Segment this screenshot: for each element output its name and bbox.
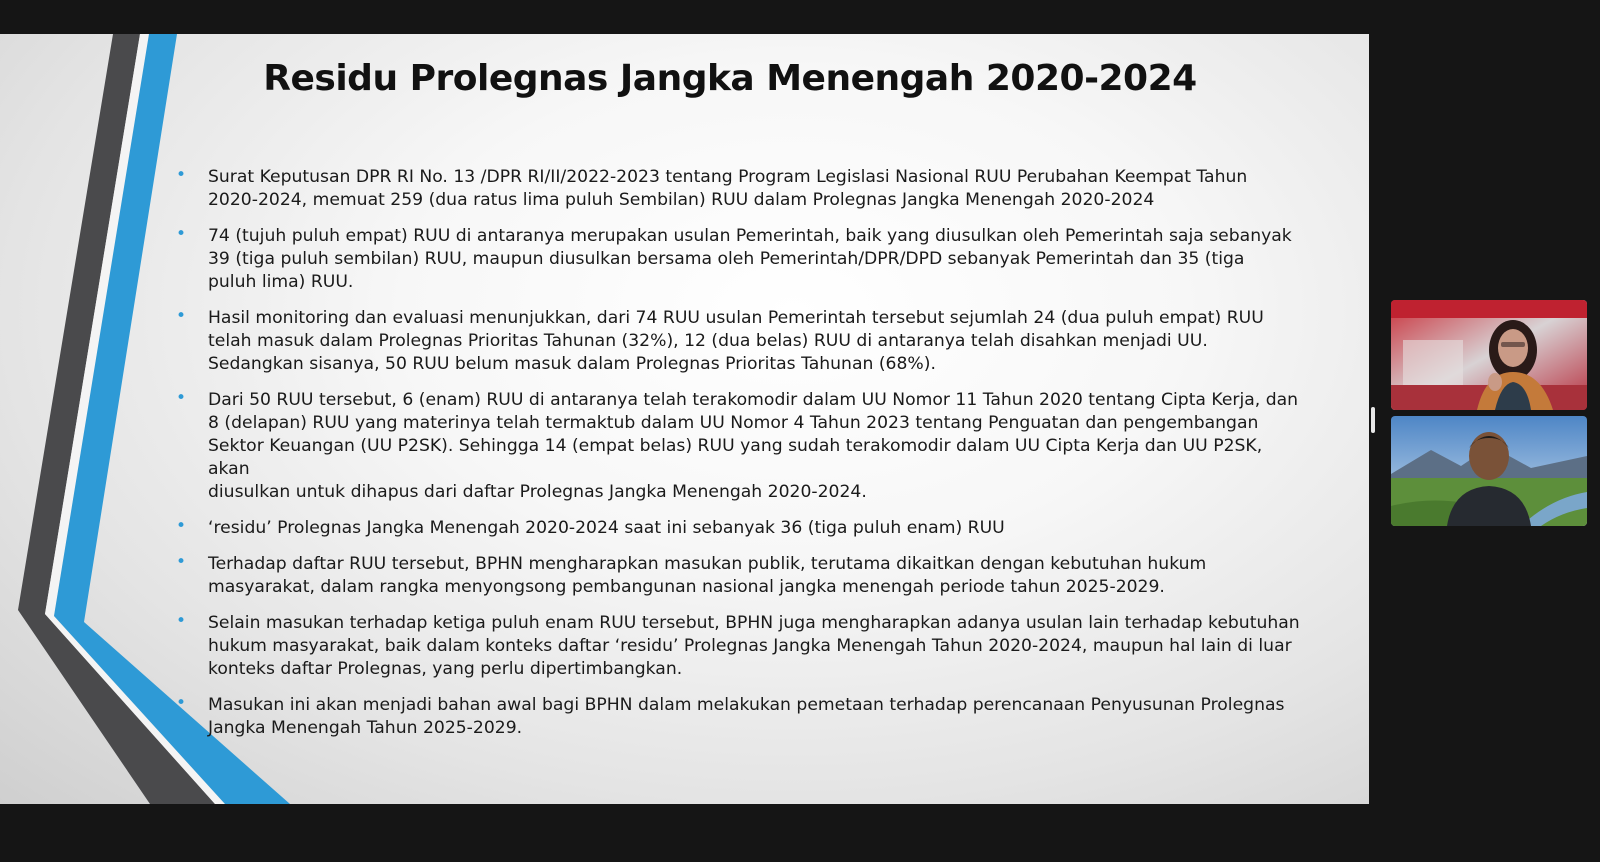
bullet-line: konteks daftar Prolegnas, yang perlu dipertimbangkan. bbox=[208, 659, 683, 679]
bullet-line: 2020-2024, memuat 259 (dua ratus lima puluh Sembilan) RUU dalam Prolegnas Jangka Menengah 2020-2024 bbox=[208, 190, 1155, 210]
bullet-dot-icon: • bbox=[176, 693, 187, 713]
bullet-item bbox=[176, 553, 1306, 599]
bullet-line: masyarakat, dalam rangka menyongsong pembangunan nasional jangka menengah periode tahun 2025-2029. bbox=[208, 577, 1165, 597]
bullet-line: Dari 50 RUU tersebut, 6 (enam) RUU di antaranya telah terakomodir dalam UU Nomor 11 Tahun 2020 tentang Cipta Kerja, dan bbox=[208, 390, 1299, 410]
bullet-item bbox=[176, 225, 1306, 294]
bullet-line: Jangka Menengah Tahun 2025-2029. bbox=[208, 718, 523, 738]
bullet-item bbox=[176, 166, 1306, 212]
slide-title: Residu Prolegnas Jangka Menengah 2020-2024 bbox=[263, 58, 1197, 99]
bullet-line: hukum masyarakat, baik dalam konteks daftar ‘residu’ Prolegnas Jangka Menengah Tahun 2020-2024, maupun hal lain di luar bbox=[208, 636, 1292, 656]
bullet-line: puluh lima) RUU. bbox=[208, 272, 354, 292]
bullet-dot-icon: • bbox=[176, 306, 187, 326]
bullet-line: Surat Keputusan DPR RI No. 13 /DPR RI/II/2022-2023 tentang Program Legislasi Nasional RUU Perubahan Keempat Tahun bbox=[208, 167, 1248, 187]
bullet-line: 8 (delapan) RUU yang materinya telah termaktub dalam UU Nomor 4 Tahun 2023 tentang Penguatan dan pengembangan bbox=[208, 413, 1259, 433]
bullet-dot-icon: • bbox=[176, 165, 187, 185]
bullet-line: Sektor Keuangan (UU P2SK). Sehingga 14 (empat belas) RUU yang sudah terakomodir dalam UU Cipta Kerja dan UU P2SK, akan bbox=[208, 436, 1263, 479]
bullet-list bbox=[176, 166, 1306, 753]
bullet-dot-icon: • bbox=[176, 224, 187, 244]
participant-panel bbox=[1369, 0, 1600, 862]
participant-video-2[interactable] bbox=[1391, 416, 1587, 526]
bullet-line: 74 (tujuh puluh empat) RUU di antaranya merupakan usulan Pemerintah, baik yang diusulkan oleh Pemerintah saja sebanyak bbox=[208, 226, 1292, 246]
bullet-dot-icon: • bbox=[176, 552, 187, 572]
panel-resize-handle[interactable] bbox=[1371, 407, 1375, 433]
bullet-dot-icon: • bbox=[176, 611, 187, 631]
bullet-item bbox=[176, 517, 1306, 540]
bullet-line: Selain masukan terhadap ketiga puluh enam RUU tersebut, BPHN juga mengharapkan adanya usulan lain terhadap kebutuhan bbox=[208, 613, 1300, 633]
bullet-item bbox=[176, 307, 1306, 376]
bullet-item bbox=[176, 694, 1306, 740]
bullet-dot-icon: • bbox=[176, 516, 187, 536]
bullet-dot-icon: • bbox=[176, 388, 187, 408]
bullet-line: 39 (tiga puluh sembilan) RUU, maupun diusulkan bersama oleh Pemerintah/DPR/DPD sebanyak Pemerintah dan 35 (tiga bbox=[208, 249, 1245, 269]
shared-slide bbox=[0, 34, 1369, 804]
bullet-item bbox=[176, 612, 1306, 681]
bullet-line: ‘residu’ Prolegnas Jangka Menengah 2020-2024 saat ini sebanyak 36 (tiga puluh enam) RUU bbox=[208, 518, 1005, 538]
bullet-line: telah masuk dalam Prolegnas Prioritas Tahunan (32%), 12 (dua belas) RUU di antaranya telah disahkan menjadi UU. bbox=[208, 331, 1208, 351]
bullet-line: Hasil monitoring dan evaluasi menunjukkan, dari 74 RUU usulan Pemerintah tersebut sejumlah 24 (dua puluh empat) RUU bbox=[208, 308, 1264, 328]
participant-video-1[interactable] bbox=[1391, 300, 1587, 410]
bullet-line: diusulkan untuk dihapus dari daftar Prolegnas Jangka Menengah 2020-2024. bbox=[208, 482, 867, 502]
bullet-line: Terhadap daftar RUU tersebut, BPHN mengharapkan masukan publik, terutama dikaitkan dengan kebutuhan hukum bbox=[208, 554, 1207, 574]
bullet-item bbox=[176, 389, 1306, 504]
bullet-line: Masukan ini akan menjadi bahan awal bagi BPHN dalam melakukan pemetaan terhadap perencanaan Penyusunan Prolegnas bbox=[208, 695, 1285, 715]
bullet-line: Sedangkan sisanya, 50 RUU belum masuk dalam Prolegnas Prioritas Tahunan (68%). bbox=[208, 354, 936, 374]
